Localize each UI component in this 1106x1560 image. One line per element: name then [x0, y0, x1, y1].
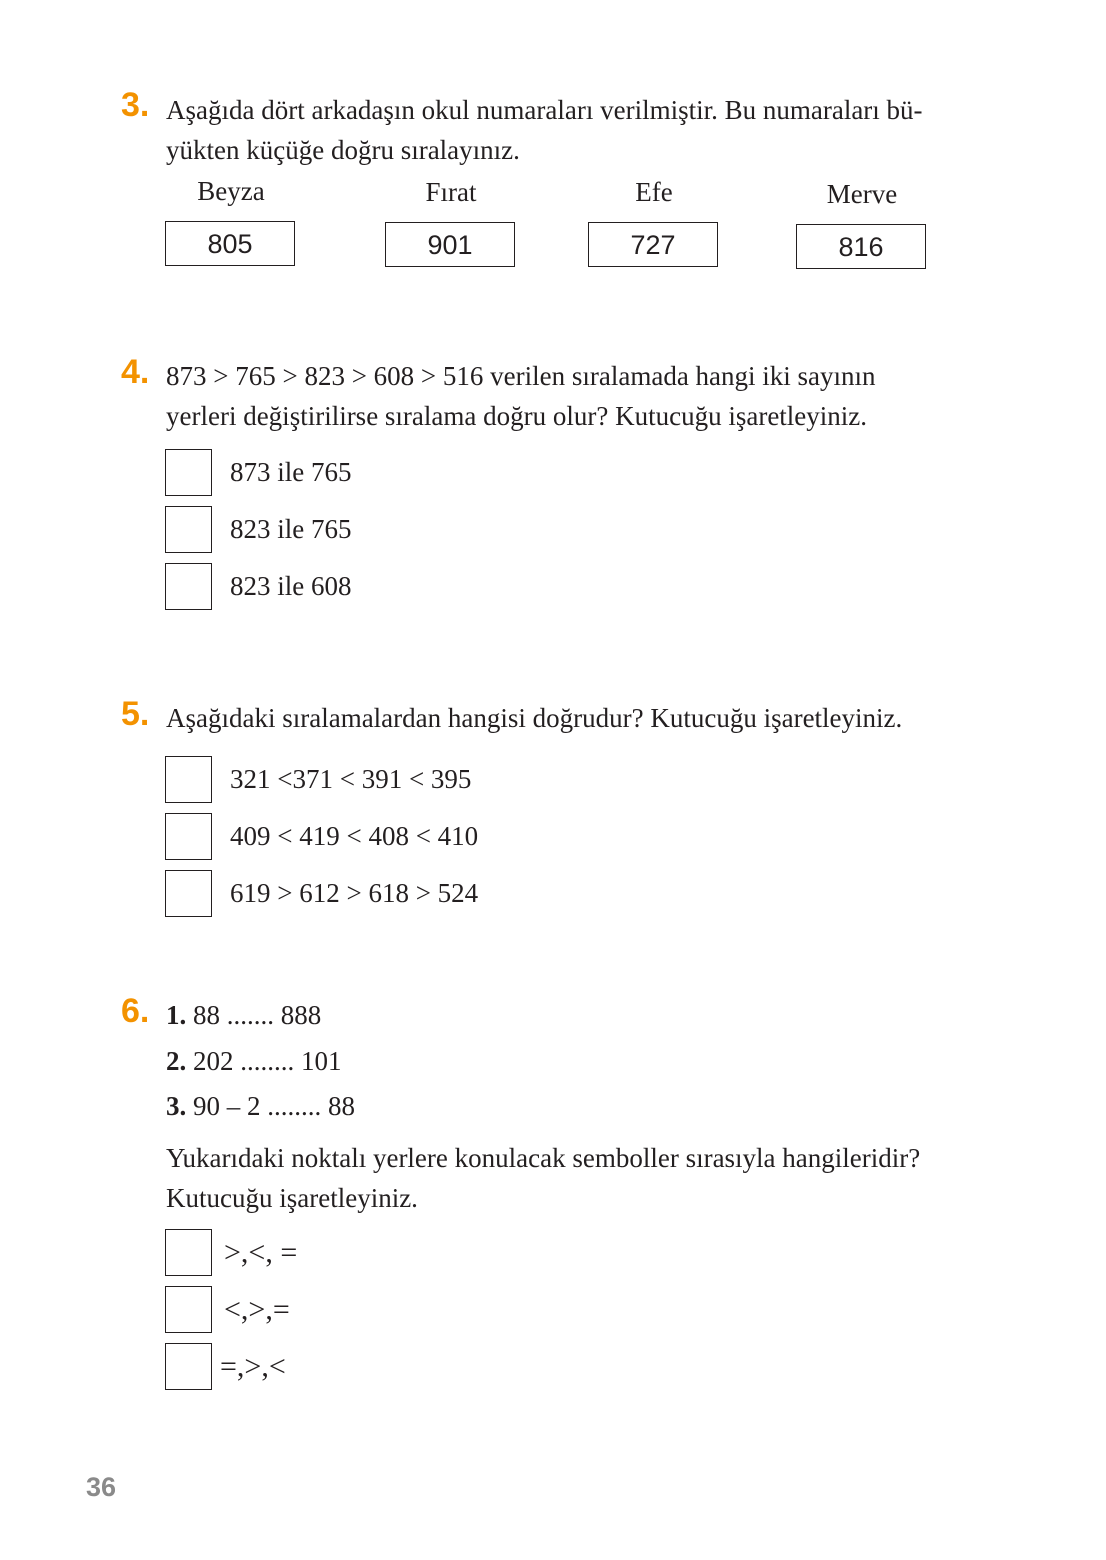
question-6-text-line1: Yukarıdaki noktalı yerlere konulacak semboller sırasıyla hangileridir? [166, 1143, 921, 1173]
q5-option-label: 321 <371 < 391 < 395 [230, 764, 472, 794]
q5-option-checkbox[interactable] [165, 756, 212, 803]
q6-option-label: =,>,< [220, 1350, 286, 1383]
q4-option-checkbox[interactable] [165, 563, 212, 610]
q4-option-label: 823 ile 765 [230, 514, 352, 544]
question-4-text-line2: yerleri değiştirilirse sıralama doğru olur? Kutucuğu işaretleyiniz. [166, 401, 868, 431]
student-name: Merve [826, 179, 898, 209]
student-number-box: 901 [385, 222, 515, 267]
question-5-number: 5. [121, 695, 150, 733]
student-number-box: 805 [165, 221, 295, 266]
student-name: Beyza [197, 176, 265, 206]
comparison-item-text: 88 ....... 888 [193, 1000, 322, 1030]
comparison-item [166, 1041, 342, 1081]
q5-option-checkbox[interactable] [165, 870, 212, 917]
q6-option-label: <,>,= [224, 1293, 290, 1326]
comparison-item [166, 1086, 355, 1126]
comparison-item [166, 995, 321, 1035]
question-5-text: Aşağıdaki sıralamalardan hangisi doğrudur? Kutucuğu işaretleyiniz. [166, 703, 903, 733]
q4-option-label: 873 ile 765 [230, 457, 352, 487]
q4-option-label: 823 ile 608 [230, 571, 352, 601]
comparison-item-text: 202 ........ 101 [193, 1046, 342, 1076]
q5-option-checkbox[interactable] [165, 813, 212, 860]
comparison-item-number: 2. [166, 1046, 187, 1076]
question-6-text-line2: Kutucuğu işaretleyiniz. [166, 1183, 418, 1213]
q6-option-checkbox[interactable] [165, 1286, 212, 1333]
q4-option-checkbox[interactable] [165, 506, 212, 553]
page-number: 36 [86, 1472, 117, 1502]
student-name: Fırat [425, 177, 477, 207]
student-name: Efe [635, 177, 673, 207]
question-3-text-line1: Aşağıda dört arkadaşın okul numaraları verilmiştir. Bu numaraları bü- [166, 95, 923, 125]
q5-option-label: 409 < 419 < 408 < 410 [230, 821, 479, 851]
student-number-box: 727 [588, 222, 718, 267]
question-4-number: 4. [121, 353, 150, 391]
comparison-item-number: 3. [166, 1091, 187, 1121]
q5-option-label: 619 > 612 > 618 > 524 [230, 878, 479, 908]
student-number-box: 816 [796, 224, 926, 269]
q6-option-checkbox[interactable] [165, 1229, 212, 1276]
q4-option-checkbox[interactable] [165, 449, 212, 496]
comparison-item-number: 1. [166, 1000, 187, 1030]
question-3-number: 3. [121, 86, 150, 124]
question-4-text-line1: 873 > 765 > 823 > 608 > 516 verilen sıralamada hangi iki sayının [166, 361, 876, 391]
q6-option-label: >,<, = [224, 1236, 298, 1269]
q6-option-checkbox[interactable] [165, 1343, 212, 1390]
question-6-number: 6. [121, 992, 150, 1030]
comparison-item-text: 90 – 2 ........ 88 [193, 1091, 355, 1121]
question-3-text-line2: yükten küçüğe doğru sıralayınız. [166, 135, 520, 165]
